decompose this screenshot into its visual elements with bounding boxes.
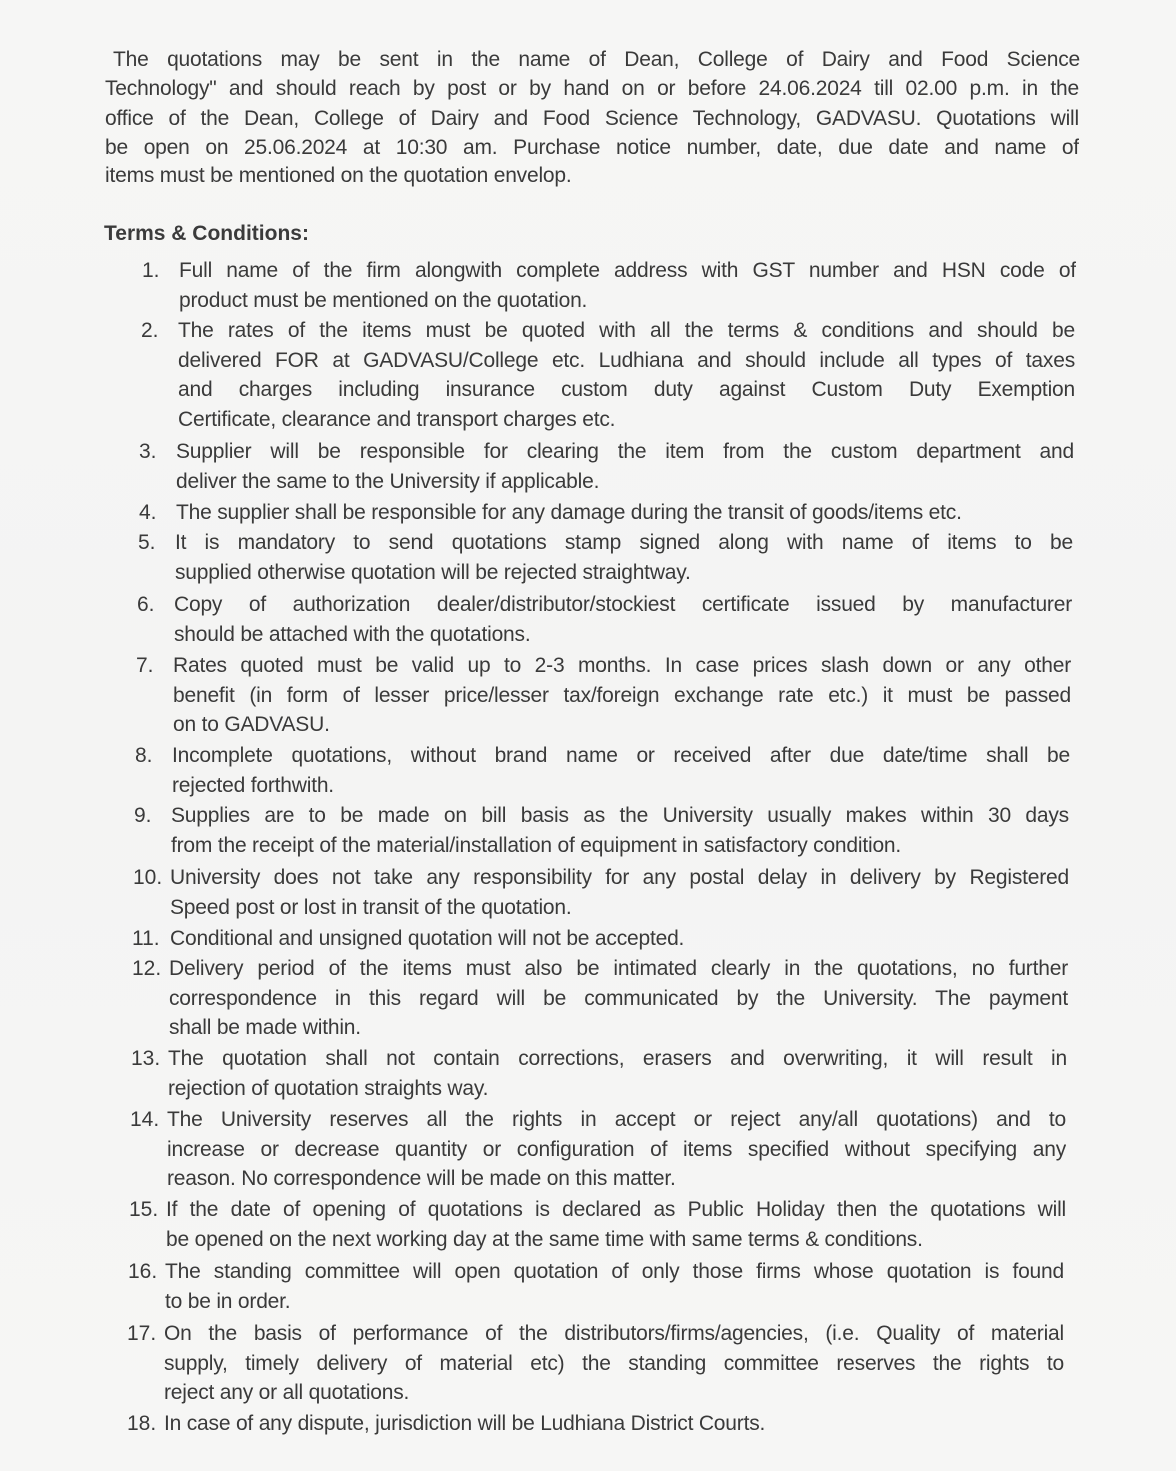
- term-line: reject any or all quotations.: [164, 1381, 410, 1405]
- intro-line: office of the Dean, College of Dairy and Food Science Technology, GADVASU. Quotations will: [105, 107, 1079, 130]
- term-line: reason. No correspondence will be made on this matter.: [167, 1167, 676, 1191]
- term-line: The supplier shall be responsible for any damage during the transit of goods/items etc.: [176, 501, 962, 524]
- term-line: increase or decrease quantity or configuration of items specified without specifying any: [167, 1137, 1066, 1161]
- term-line: Certificate, clearance and transport charges etc.: [178, 407, 616, 431]
- term-number: 17.: [127, 1322, 157, 1345]
- term-line: If the date of opening of quotations is declared as Public Holiday then the quotations will: [166, 1198, 1066, 1221]
- intro-line: The quotations may be sent in the name of Dean, College of Dairy and Food Science: [113, 48, 1080, 71]
- term-line: Speed post or lost in transit of the quotation.: [170, 895, 572, 919]
- term-line: rejection of quotation straights way.: [168, 1076, 489, 1100]
- term-line: should be attached with the quotations.: [174, 622, 531, 646]
- term-number: 14.: [130, 1108, 160, 1131]
- term-line: on to GADVASU.: [173, 713, 330, 737]
- term-line: University does not take any responsibility for any postal delay in delivery by Registered: [170, 866, 1069, 889]
- term-line: On the basis of performance of the distributors/firms/agencies, (i.e. Quality of material: [164, 1322, 1064, 1345]
- term-line: from the receipt of the material/installation of equipment in satisfactory condition.: [171, 833, 902, 857]
- term-line: The quotation shall not contain corrections, erasers and overwriting, it will result in: [168, 1047, 1067, 1070]
- term-line: Rates quoted must be valid up to 2-3 months. In case prices slash down or any other: [173, 654, 1071, 677]
- term-line: to be in order.: [165, 1289, 291, 1313]
- term-line: Supplies are to be made on bill basis as the University usually makes within 30 days: [171, 804, 1069, 827]
- term-number: 8.: [135, 744, 153, 767]
- term-number: 10.: [133, 866, 163, 889]
- term-line: delivered FOR at GADVASU/College etc. Ludhiana and should include all types of taxes: [178, 348, 1075, 372]
- terms-heading: Terms & Conditions:: [104, 222, 309, 245]
- term-number: 18.: [127, 1412, 157, 1435]
- term-number: 1.: [142, 259, 160, 282]
- term-number: 16.: [128, 1260, 158, 1283]
- term-line: Incomplete quotations, without brand name or received after due date/time shall be: [172, 744, 1070, 767]
- term-line: Full name of the firm alongwith complete address with GST number and HSN code of: [179, 259, 1076, 282]
- term-line: The University reserves all the rights in accept or reject any/all quotations) and to: [167, 1108, 1066, 1131]
- term-line: Supplier will be responsible for clearing the item from the custom department and: [176, 440, 1074, 463]
- term-line: supplied otherwise quotation will be rejected straightway.: [175, 560, 691, 584]
- term-line: and charges including insurance custom duty against Custom Duty Exemption: [178, 378, 1075, 402]
- term-number: 15.: [129, 1198, 159, 1221]
- term-number: 7.: [136, 654, 154, 677]
- term-line: deliver the same to the University if applicable.: [176, 469, 600, 493]
- term-line: product must be mentioned on the quotation.: [179, 288, 588, 312]
- term-line: correspondence in this regard will be communicated by the University. The payment: [169, 986, 1068, 1010]
- term-line: benefit (in form of lesser price/lesser tax/foreign exchange rate etc.) it must be passed: [173, 683, 1071, 707]
- intro-line: be open on 25.06.2024 at 10:30 am. Purchase notice number, date, due date and name of: [105, 136, 1079, 159]
- term-number: 13.: [131, 1047, 161, 1070]
- term-line: shall be made within.: [169, 1016, 361, 1040]
- term-number: 6.: [137, 593, 155, 616]
- term-number: 4.: [139, 501, 157, 524]
- term-line: Delivery period of the items must also be intimated clearly in the quotations, no further: [169, 957, 1068, 980]
- term-number: 12.: [132, 957, 162, 980]
- term-number: 3.: [139, 440, 157, 463]
- term-number: 9.: [134, 804, 152, 827]
- term-line: It is mandatory to send quotations stamp signed along with name of items to be: [175, 531, 1073, 554]
- term-number: 11.: [132, 927, 160, 950]
- term-line: be opened on the next working day at the same time with same terms & conditions.: [166, 1227, 923, 1251]
- term-line: Copy of authorization dealer/distributor/stockiest certificate issued by manufacturer: [174, 593, 1072, 616]
- intro-line: Technology" and should reach by post or by hand on or before 24.06.2024 till 02.00 p.m. in the: [105, 77, 1079, 100]
- term-line: supply, timely delivery of material etc) the standing committee reserves the rights to: [164, 1351, 1064, 1375]
- term-number: 2.: [141, 319, 159, 342]
- term-line: Conditional and unsigned quotation will not be accepted.: [170, 927, 685, 950]
- intro-line: items must be mentioned on the quotation envelop.: [105, 164, 572, 187]
- term-number: 5.: [138, 531, 156, 554]
- term-line: rejected forthwith.: [172, 773, 334, 797]
- term-line: In case of any dispute, jurisdiction will be Ludhiana District Courts.: [164, 1412, 766, 1435]
- term-line: The standing committee will open quotation of only those firms whose quotation is found: [165, 1260, 1064, 1283]
- term-line: The rates of the items must be quoted with all the terms & conditions and should be: [178, 319, 1075, 342]
